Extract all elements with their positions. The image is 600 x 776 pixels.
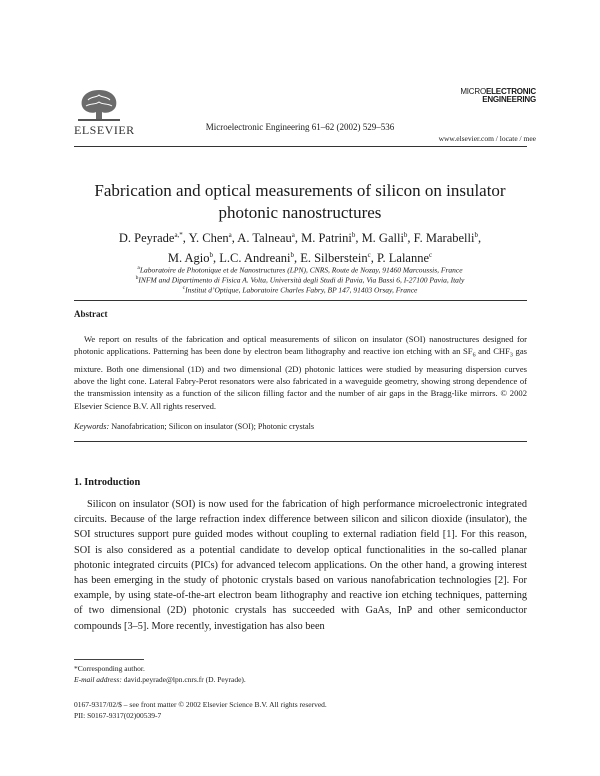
paper-title	[0, 180, 600, 224]
author-sup: c	[367, 251, 371, 260]
abstract-text: gas mixture. Both one dimensional (1D) and two dimensional (2D) photonic lattices were studied by measuring dispersion curves above the light cone. Lateral Fabry-Perot resonators were also fabricated in a waveguide geometry, showing strong dependence of the transmission intensity as a function of the silicon filling factor and the number of air gaps in the Bragg-like mirrors. © 2002 Elsevier Science B.V. All rights reserved.	[74, 346, 527, 411]
author-silberstein: , E. Silberstein	[293, 251, 368, 266]
elsevier-tree-logo	[74, 86, 124, 122]
author-sup: b	[403, 231, 408, 239]
introduction-body: Silicon on insulator (SOI) is now used for the fabrication of high performance microelectronic integrated circuits. Because of the large refraction index difference between silicon and silicon dioxide (insulator), the SOI structures support pure guided modes without coupling to external radiation field [1]. For this reason, SOI is also considered as a potential candidate to develop optical functionalities in the so-called planar photonic integrated circuits (PICs) for advanced telecom applications. On the other hand, a growing interest has been emerging in the study of photonic crystals based on various nanofabrication technologies [2]. For example, by using state-of-the-art electron beam lithography and reactive ion etching techniques, patterning of two dimensional (2D) photonic crystals has succeeded with GaAs, InP and other semiconductor compounds [3–5]. More recently, investigation has also been	[74, 499, 527, 632]
author-sup: b	[209, 251, 214, 260]
author-sup: a,*	[174, 231, 183, 239]
author-sup: a	[291, 231, 295, 239]
author-chen: , Y. Chen	[182, 231, 229, 246]
keywords-label: Keywords:	[74, 422, 110, 431]
journal-logo-engineering: ENGINEERING	[482, 95, 536, 104]
subscript: 3	[509, 353, 513, 360]
journal-url[interactable]: www.elsevier.com / locate / mee	[438, 134, 536, 143]
affiliation-a	[0, 265, 600, 275]
affiliation-b	[0, 275, 600, 285]
author-marabelli: , F. Marabelli	[407, 231, 475, 246]
email-note	[74, 675, 246, 684]
title-line-1: Fabrication and optical measurements of silicon on insulator	[94, 181, 506, 200]
abstract-text: We report on results of the fabrication and optical measurements of silicon on insulator (SOI) nanostructures designed for photonic applications. Patterning has been done by electron beam lithography and reactive ion etching with an SF	[74, 334, 527, 357]
author-sup: a	[228, 231, 232, 239]
abstract-heading: Abstract	[74, 309, 108, 319]
author-talneau: , A. Talneau	[231, 231, 292, 246]
journal-logo	[460, 88, 536, 104]
publisher-name: ELSEVIER	[74, 123, 135, 137]
journal-logo-micro: MICRO	[460, 87, 486, 96]
title-line-2: photonic nanostructures	[218, 203, 382, 222]
authors-line-1: D. Peyrade$^{a,*}$, Y. Chen$^a$, A. Talneau$^a$, M. Patrini$^b$, M. Galli$^b$, F. Marabelli$^b$,	[118, 231, 482, 246]
abstract-text: and CHF	[475, 346, 510, 357]
affil-sup: a	[137, 265, 140, 271]
author-sup: b	[474, 231, 478, 239]
journal-logo-electronic: ELECTRONIC	[485, 87, 536, 96]
keywords-text: Nanofabrication; Silicon on insulator (SOI); Photonic crystals	[109, 422, 315, 431]
author-lalanne: , P. Lalanne	[370, 251, 430, 266]
pii-line: PII: S0167-9317(02)00539-7	[74, 711, 162, 720]
journal-citation: Microelectronic Engineering 61–62 (2002) 529–536	[205, 122, 395, 132]
issn-line: 0167-9317/02/$ – see front matter © 2002 Elsevier Science B.V. All rights reserved.	[74, 700, 327, 709]
author-patrini: , M. Patrini	[294, 231, 352, 246]
header-rule	[74, 146, 527, 147]
author-sup: c	[429, 251, 433, 260]
affil-text: INFM and Dipartimento di Fisica A. Volta, Università degli Studi di Pavia, Via Bassi 6, I-27100 Pavia, Italy	[138, 275, 465, 285]
subscript: 6	[472, 353, 476, 360]
affil-sup: b	[135, 275, 139, 281]
corresponding-author-note: *Corresponding author.	[74, 664, 145, 673]
author-list	[0, 227, 600, 267]
introduction-heading: 1. Introduction	[74, 477, 141, 488]
email-label: E-mail address:	[74, 675, 122, 684]
abstract-body	[74, 333, 527, 412]
author-andreani: , L.C. Andreani	[213, 251, 291, 266]
author-agio: M. Agio	[167, 251, 210, 266]
abstract-bottom-rule	[74, 441, 527, 442]
affil-text: Institut d’Optique, Laboratoire Charles Fabry, BP 147, 91403 Orsay, France	[185, 285, 418, 295]
abstract-top-rule	[74, 300, 527, 301]
author-sup: b	[351, 231, 356, 239]
affil-text: Laboratoire de Photonique et de Nanostructures (LPN), CNRS, Route de Nozay, 91460 Marcoussis, France	[139, 265, 463, 275]
author-galli: , M. Galli	[355, 231, 404, 246]
affil-sup: c	[182, 285, 186, 291]
author-sup: b	[290, 251, 294, 260]
footnote-rule	[74, 659, 144, 660]
author-peyrade: D. Peyrade	[118, 231, 175, 246]
keywords-line	[74, 422, 314, 431]
email-address[interactable]: david.peyrade@lpn.cnrs.fr (D. Peyrade).	[121, 675, 246, 684]
affiliation-c	[0, 285, 600, 295]
